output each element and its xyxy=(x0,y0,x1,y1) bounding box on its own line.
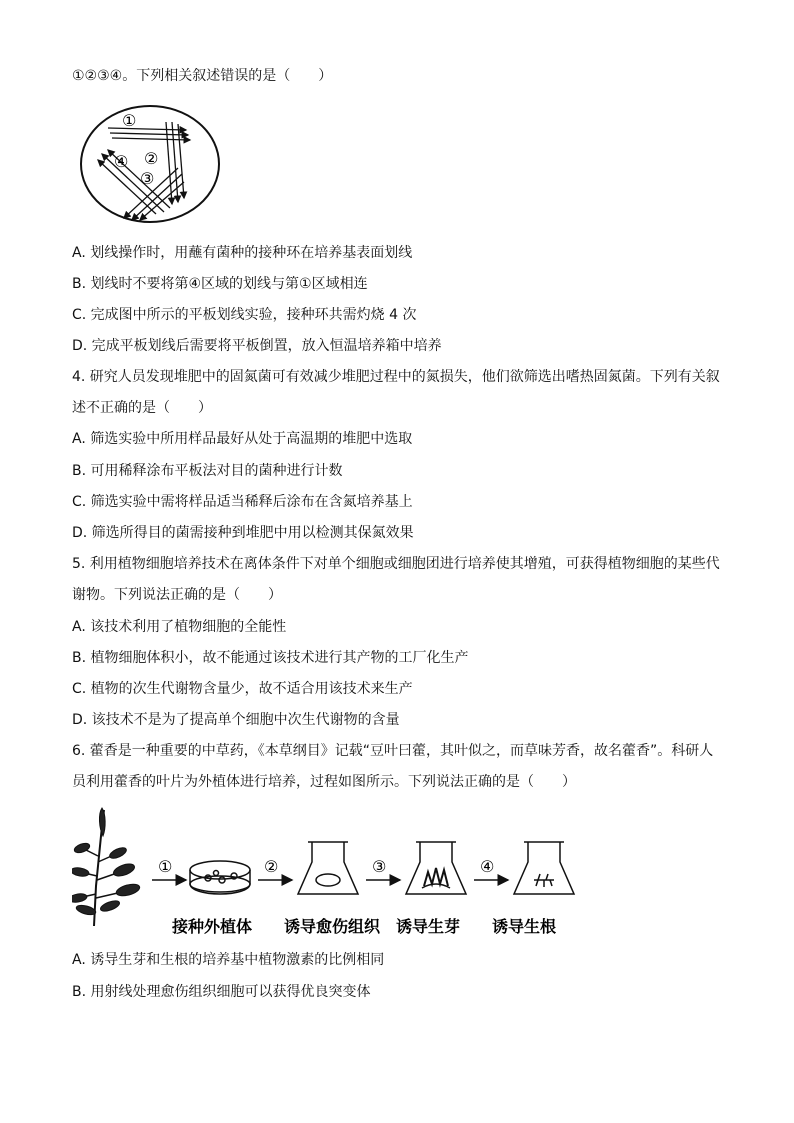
zone-1-streaks xyxy=(108,128,190,140)
step-label-2: ② xyxy=(264,857,279,876)
zone-label-1: ① xyxy=(122,111,137,130)
zone-label-3: ③ xyxy=(140,169,155,188)
question-6-stem-line1: 6. 藿香是一种重要的中草药，《本草纲目》记载“豆叶曰藿，其叶似之，而草味芳香，故名藿香”。科研人 xyxy=(72,743,714,759)
question-4-stem-line1: 4. 研究人员发现堆肥中的固氮菌可有效减少堆肥过程中的氮损失，他们欲筛选出嗜热固氮菌。下列有关叙 xyxy=(72,369,720,385)
q5-option-c: C. 植物的次生代谢物含量少，故不适合用该技术来生产 xyxy=(72,681,413,697)
q6-option-a: A. 诱导生芽和生根的培养基中植物激素的比例相同 xyxy=(72,952,385,968)
zone-4-streaks xyxy=(98,150,170,214)
q5-option-b: B. 植物细胞体积小，故不能通过该技术进行其产物的工厂化生产 xyxy=(72,650,469,666)
q3-option-a: A. 划线操作时，用蘸有菌种的接种环在培养基表面划线 xyxy=(72,245,413,261)
zone-label-2: ② xyxy=(144,149,159,168)
step-label-4: ④ xyxy=(480,857,495,876)
step-label-1: ① xyxy=(158,857,173,876)
flask-buds-icon xyxy=(406,842,466,894)
question-5-stem-line2: 谢物。下列说法正确的是（ ） xyxy=(72,587,282,603)
caption-inoculate-explant: 接种外植体 xyxy=(172,917,253,936)
streak-plate-figure xyxy=(78,104,224,228)
question-6-stem-line2: 员利用藿香的叶片为外植体进行培养，过程如图所示。下列说法正确的是（ ） xyxy=(72,774,576,790)
question-4-stem-line2: 述不正确的是（ ） xyxy=(72,400,212,416)
question-5-stem-line1: 5. 利用植物细胞培养技术在离体条件下对单个细胞或细胞团进行培养使其增殖，可获得植物细胞的某些代 xyxy=(72,556,720,572)
tissue-culture-flow-figure xyxy=(72,806,592,940)
q4-option-a: A. 筛选实验中所用样品最好从处于高温期的堆肥中选取 xyxy=(72,431,413,447)
agastache-plant-icon xyxy=(72,808,141,926)
q4-option-d: D. 筛选所得目的菌需接种到堆肥中用以检测其保氮效果 xyxy=(72,525,414,541)
q3-option-b: B. 划线时不要将第④区域的划线与第①区域相连 xyxy=(72,276,368,292)
flask-callus-icon xyxy=(298,842,358,894)
q4-option-c: C. 筛选实验中需将样品适当稀释后涂布在含氮培养基上 xyxy=(72,494,413,510)
zone-label-4: ④ xyxy=(114,152,129,171)
q3-option-c: C. 完成图中所示的平板划线实验，接种环共需灼烧 4 次 xyxy=(72,307,417,323)
q4-option-b: B. 可用稀释涂布平板法对目的菌种进行计数 xyxy=(72,463,343,479)
q3-option-d: D. 完成平板划线后需要将平板倒置，放入恒温培养箱中培养 xyxy=(72,338,442,354)
q5-option-d: D. 该技术不是为了提高单个细胞中次生代谢物的含量 xyxy=(72,712,400,728)
flask-roots-icon xyxy=(514,842,574,894)
question-3-stem: ①②③④。下列相关叙述错误的是（ ） xyxy=(72,68,333,84)
caption-induce-roots: 诱导生根 xyxy=(492,917,557,936)
step-label-3: ③ xyxy=(372,857,387,876)
caption-induce-callus: 诱导愈伤组织 xyxy=(284,917,381,936)
petri-dish-explants-icon xyxy=(190,861,250,894)
q5-option-a: A. 该技术利用了植物细胞的全能性 xyxy=(72,619,287,635)
caption-induce-buds: 诱导生芽 xyxy=(396,917,461,936)
q6-option-b: B. 用射线处理愈伤组织细胞可以获得优良突变体 xyxy=(72,984,371,1000)
